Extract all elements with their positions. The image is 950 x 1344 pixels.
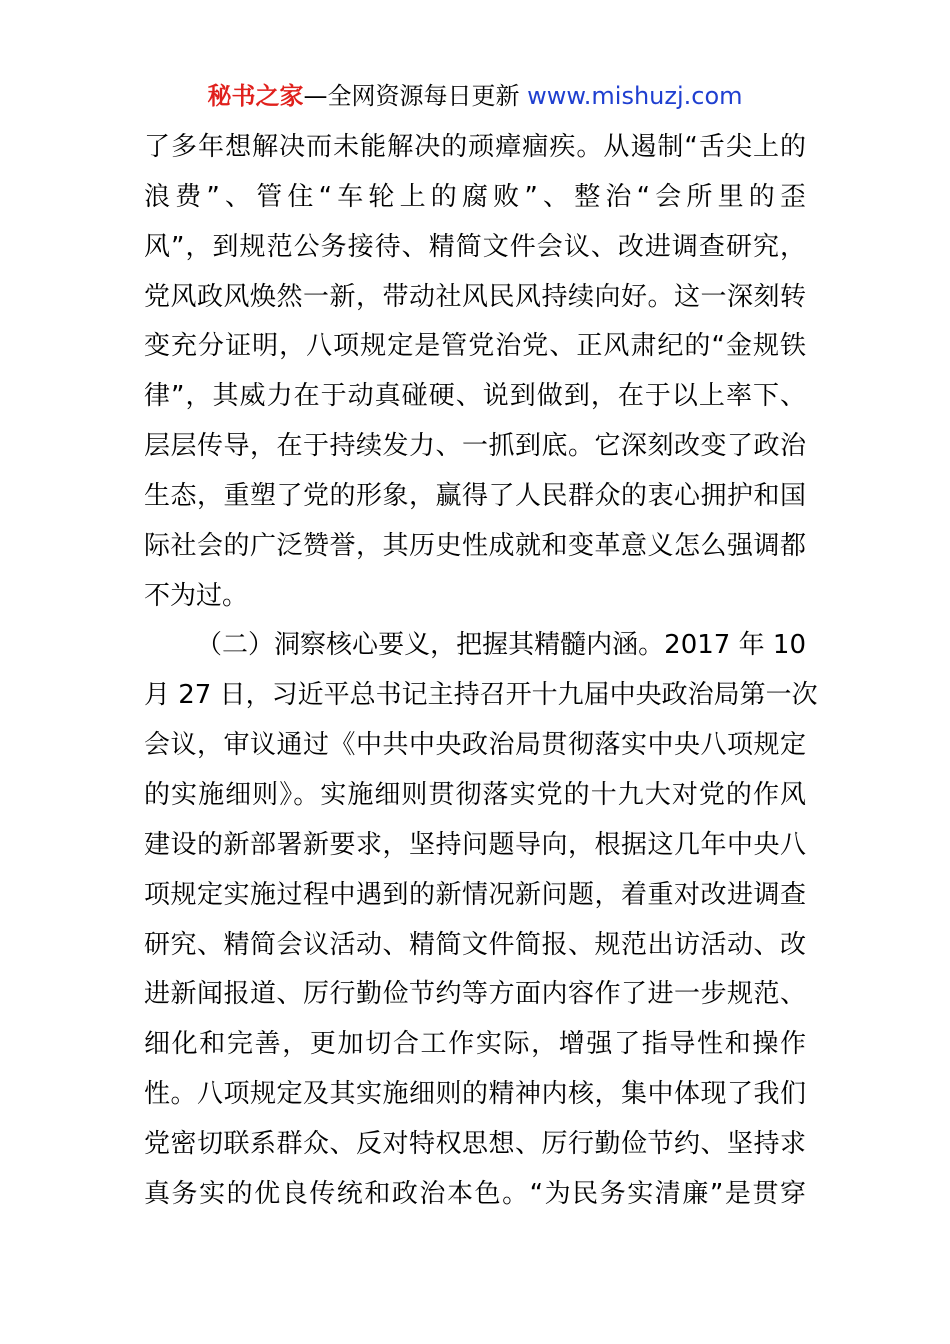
document-body — [144, 123, 818, 1220]
text-line: 浪费”、管住“车轮上的腐败”、整治“会所里的歪 — [144, 181, 806, 212]
text-line: 建设的新部署新要求，坚持问题导向，根据这几年中央八 — [144, 829, 806, 860]
text-line: 进新闻报道、厉行勤俭节约等方面内容作了进一步规范、 — [144, 979, 806, 1010]
text-line: 律”，其威力在于动真碰硬、说到做到，在于以上率下、 — [144, 381, 806, 412]
text-line: 真务实的优良传统和政治本色。“为民务实清廉”是贯穿 — [144, 1178, 806, 1209]
text-line: 细化和完善，更加切合工作实际，增强了指导性和操作 — [144, 1029, 806, 1060]
text-line: 层层传导，在于持续发力、一抓到底。它深刻改变了政治 — [144, 431, 806, 462]
text-line: 项规定实施过程中遇到的新情况新问题，着重对改进调查 — [144, 879, 806, 910]
text-line: 研究、精简会议活动、精简文件简报、规范出访活动、改 — [144, 929, 806, 960]
text-line: 了多年想解决而未能解决的顽瘴痼疾。从遏制“舌尖上的 — [144, 132, 806, 162]
text-line: 风”，到规范公务接待、精简文件会议、改进调查研究， — [144, 231, 806, 262]
site-tagline: —全网资源每日更新 — [303, 82, 520, 110]
site-url-link[interactable]: www.mishuzj.com — [527, 82, 743, 110]
text-line: 会议，审议通过《中共中央政治局贯彻落实中央八项规定 — [144, 730, 806, 761]
text-line: （二）洞察核心要义，把握其精髓内涵。2017 年 10 — [196, 630, 806, 661]
paragraph-1 — [144, 123, 806, 621]
text-line: 生态，重塑了党的形象，赢得了人民群众的衷心拥护和国 — [144, 480, 806, 511]
text-line: 际社会的广泛赞誉，其历史性成就和变革意义怎么强调都 — [144, 530, 806, 561]
paragraph-2 — [144, 621, 818, 1219]
text-line: 党密切联系群众、反对特权思想、厉行勤俭节约、坚持求 — [144, 1128, 806, 1159]
site-brand: 秘书之家 — [207, 82, 304, 110]
text-line: 的实施细则》。实施细则贯彻落实党的十九大对党的作风 — [144, 779, 806, 810]
text-line: 变充分证明，八项规定是管党治党、正风肃纪的“金规铁 — [144, 331, 806, 362]
text-line: 月 27 日，习近平总书记主持召开十九届中央政治局第一次 — [144, 680, 818, 711]
text-line: 性。八项规定及其实施细则的精神内核，集中体现了我们 — [144, 1079, 806, 1110]
text-line: 党风政风焕然一新，带动社风民风持续向好。这一深刻转 — [144, 281, 806, 312]
text-line: 不为过。 — [144, 580, 249, 611]
page-header — [0, 80, 950, 112]
